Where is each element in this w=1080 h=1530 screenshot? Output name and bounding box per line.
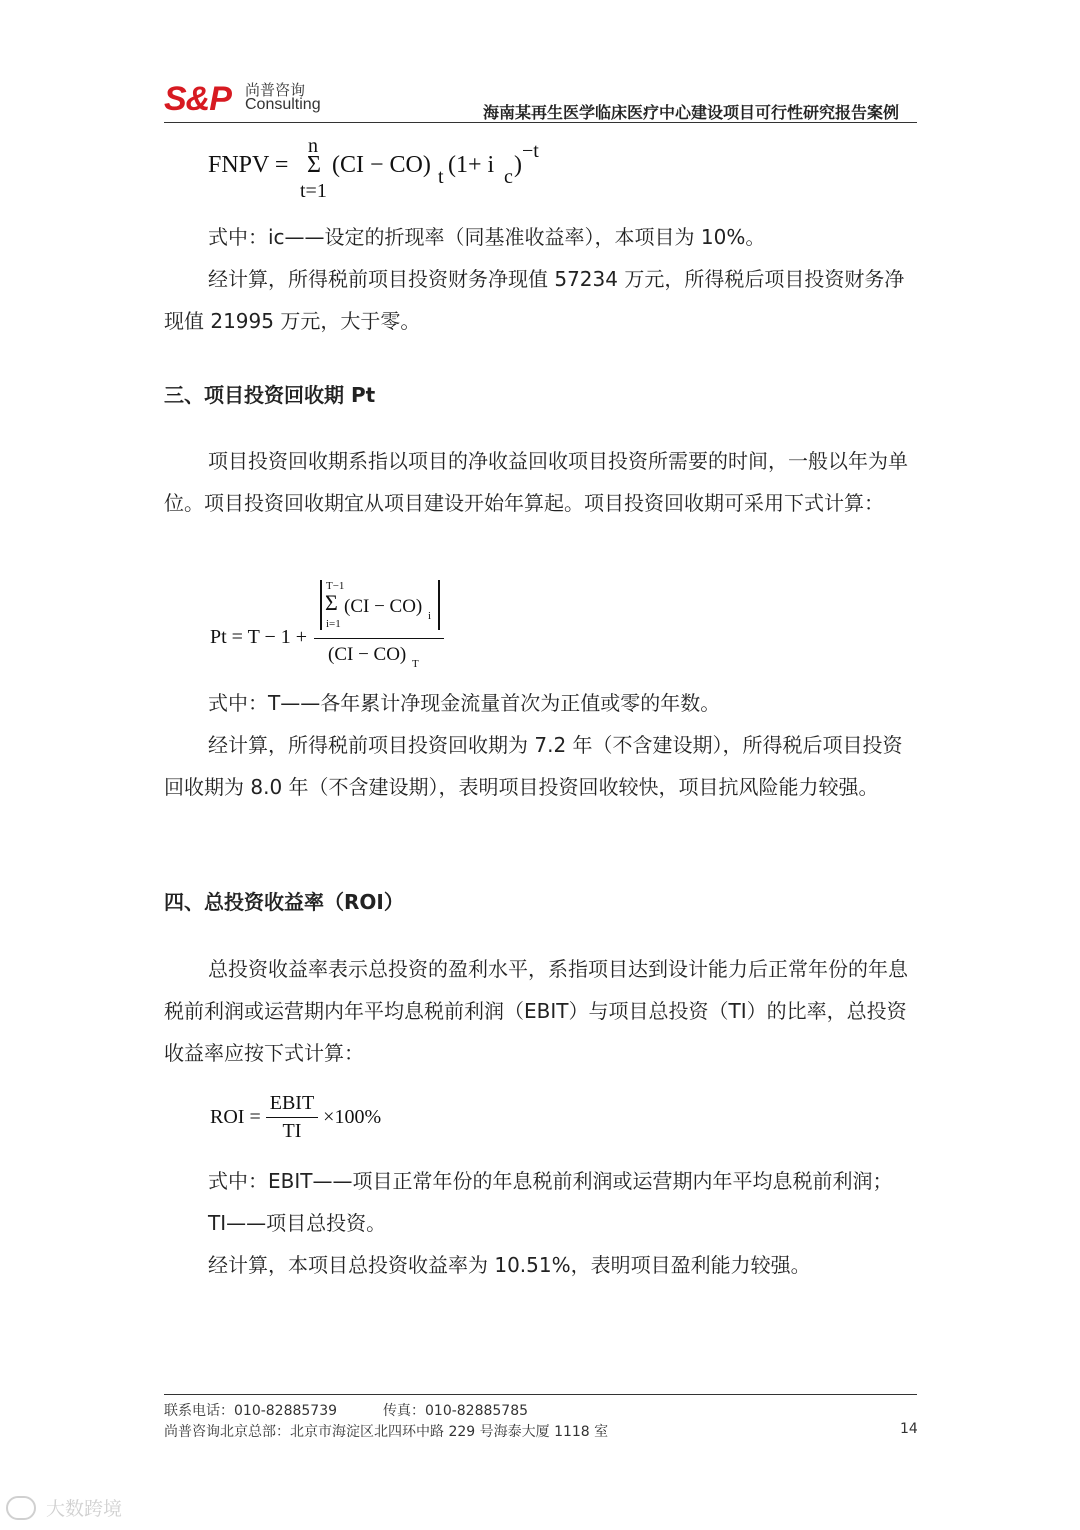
sigma-symbol: Σ	[307, 152, 321, 178]
roi-result: 经计算，本项目总投资收益率为 10.51%，表明项目盈利能力较强。	[208, 1253, 811, 1277]
fnpv-sum-top: n	[308, 135, 318, 157]
report-title: 海南某再生医学临床医疗中心建设项目可行性研究报告案例	[483, 103, 900, 122]
watermark	[6, 1494, 122, 1521]
footer-address: 尚普咨询北京总部：北京市海淀区北四环中路 229 号海泰大厦 1118 室	[164, 1424, 609, 1440]
fnpv-lhs: FNPV =	[208, 152, 289, 178]
fnpv-exp: −t	[522, 140, 539, 162]
abs-bar-left	[320, 580, 322, 630]
roi-intro: 总投资收益率表示总投资的盈利水平，系指项目达到设计能力后正常年份的年息税前利润或运营期内年平均息税前利润（EBIT）与项目总投资（TI）的比率，总投资收益率应按下式计算：	[164, 957, 908, 1065]
ti-note: TI——项目总投资。	[208, 1211, 387, 1235]
watermark-logo-icon	[6, 1496, 36, 1520]
fnpv-result: 经计算，所得税前项目投资财务净现值 57234 万元，所得税后项目投资财务净现值 21995 万元，大于零。	[164, 267, 905, 333]
fnpv-sum-bottom: t=1	[300, 180, 327, 202]
roi-fraction	[266, 1092, 318, 1143]
payback-intro: 项目投资回收期系指以项目的净收益回收项目投资所需要的时间，一般以年为单位。项目投资回收期宜从项目建设开始年算起。项目投资回收期可采用下式计算：	[164, 449, 908, 515]
roi-lhs: ROI =	[210, 1106, 261, 1128]
t-note: 式中：T——各年累计净现金流量首次为正值或零的年数。	[208, 691, 721, 715]
payback-result: 经计算，所得税前项目投资回收期为 7.2 年（不含建设期），所得税后项目投资回收期为 8.0 年（不含建设期），表明项目投资回收较快，项目抗风险能力较强。	[164, 733, 903, 799]
payback-sum-bottom: i=1	[326, 618, 341, 630]
logo-chinese-name: 尚普咨询	[245, 81, 306, 99]
logo-english-name: Consulting	[245, 96, 321, 113]
footer-fax: 传真：010-82885785	[383, 1403, 529, 1419]
payback-lhs: Pt = T − 1 +	[210, 626, 308, 648]
ebit-note: 式中：EBIT——项目正常年份的年息税前利润或运营期内年平均息税前利润；	[208, 1169, 893, 1193]
section-heading-roi: 四、总投资收益率（ROI）	[164, 890, 404, 914]
section-heading-payback: 三、项目投资回收期 Pt	[164, 383, 376, 407]
abs-bar-right	[438, 580, 440, 630]
payback-num-sub: i	[428, 610, 432, 622]
sigma-symbol: Σ	[325, 590, 338, 615]
payback-num-body: (CI − CO)	[344, 596, 423, 617]
roi-denominator: TI	[282, 1120, 302, 1142]
payback-den-sub: T	[412, 658, 419, 670]
logo-mark: S&P	[164, 80, 231, 118]
header-divider	[164, 122, 917, 123]
fnpv-sub-c: c	[504, 166, 513, 188]
payback-den-body: (CI − CO)	[328, 644, 407, 665]
footer-divider	[164, 1394, 917, 1395]
payback-numerator	[314, 578, 444, 639]
fnpv-factor: (1+ i	[448, 152, 495, 178]
roi-tail: ×100%	[323, 1106, 382, 1128]
fnpv-body: (CI − CO)	[332, 152, 431, 178]
formula-payback	[210, 578, 470, 674]
watermark-text: 大数跨境	[46, 1498, 123, 1520]
roi-numerator: EBIT	[266, 1092, 318, 1118]
fnpv-sub-t: t	[438, 166, 444, 188]
page-number: 14	[900, 1421, 918, 1437]
ic-note: 式中：ic——设定的折现率（同基准收益率），本项目为 10%。	[208, 225, 766, 249]
formula-fnpv	[208, 135, 628, 210]
footer-phone: 联系电话：010-82885739	[164, 1403, 338, 1419]
fnpv-close: )	[514, 152, 522, 178]
payback-sum-top: T−1	[326, 580, 345, 592]
formula-roi	[210, 1092, 381, 1143]
